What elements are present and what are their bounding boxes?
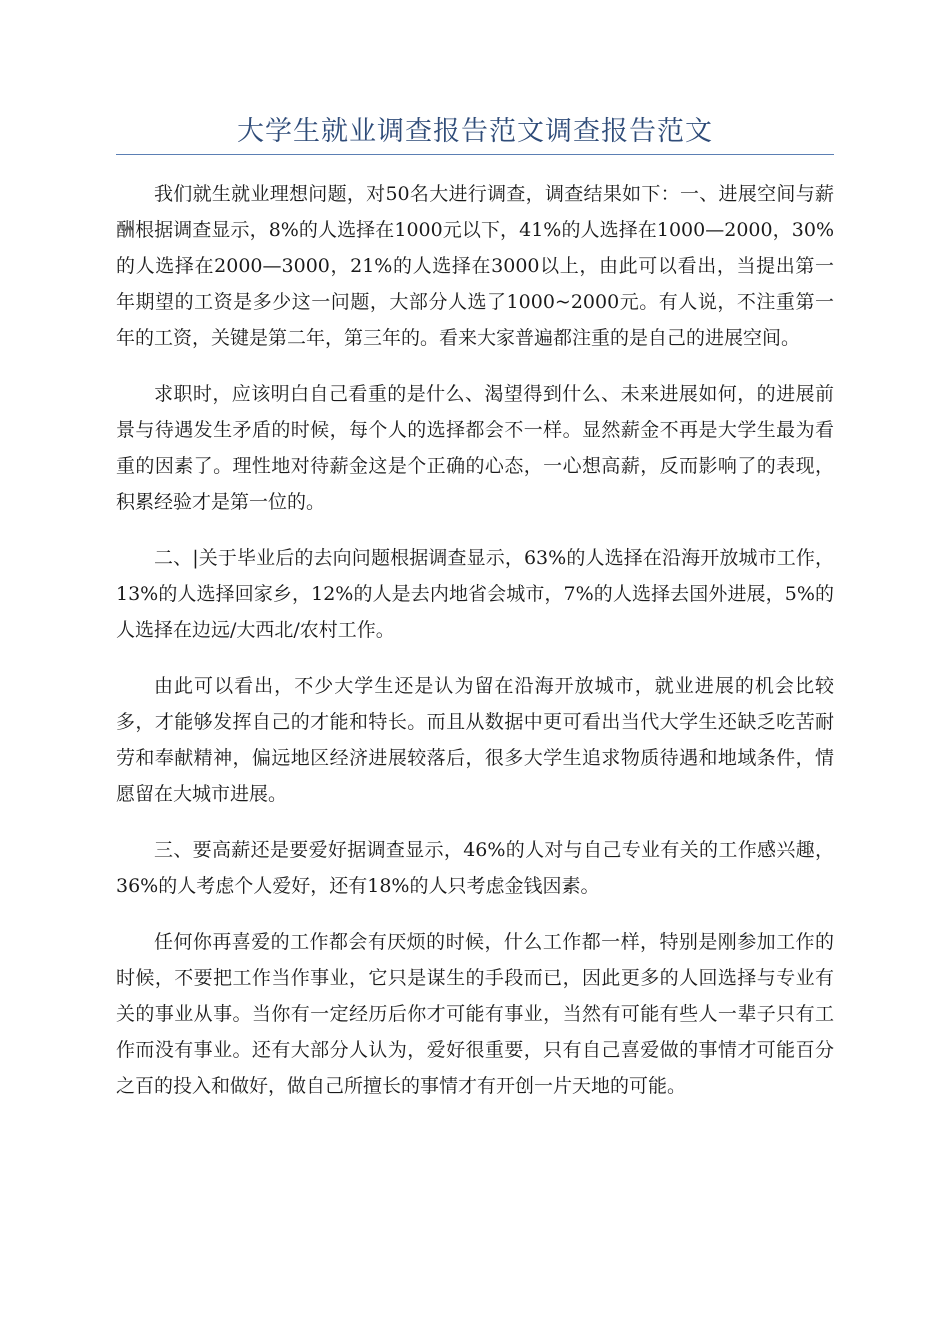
title-underline: [116, 154, 834, 155]
paragraph: 三、要高薪还是要爱好据调查显示，46%的人对与自己专业有关的工作感兴趣，36%的人考虑个人爱好，还有18%的人只考虑金钱因素。: [116, 839, 834, 897]
document-title: 大学生就业调查报告范文调查报告范文: [237, 116, 713, 147]
paragraph: 求职时，应该明白自己看重的是什么、渴望得到什么、未来进展如何，的进展前景与待遇发生矛盾的时候，每个人的选择都会不一样。显然薪金不再是大学生最为看重的因素了。理性地对待薪金这是个正确的心态，一心想高薪，反而影响了的表现，积累经验才是第一位的。: [116, 383, 834, 513]
paragraph: 由此可以看出，不少大学生还是认为留在沿海开放城市，就业进展的机会比较多，才能够发挥自己的才能和特长。而且从数据中更可看出当代大学生还缺乏吃苦耐劳和奉献精神，偏远地区经济进展较落后，很多大学生追求物质待遇和地域条件，情愿留在大城市进展。: [116, 675, 834, 805]
paragraph: 二、|关于毕业后的去向问题根据调查显示，63%的人选择在沿海开放城市工作，13%的人选择回家乡，12%的人是去内地省会城市，7%的人选择去国外进展，5%的人选择在边远/大西北/农村工作。: [116, 547, 834, 641]
paragraph: 任何你再喜爱的工作都会有厌烦的时候，什么工作都一样，特别是刚参加工作的时候，不要把工作当作事业，它只是谋生的手段而已，因此更多的人回选择与专业有关的事业从事。当你有一定经历后你才可能有事业，当然有可能有些人一辈子只有工作而没有事业。还有大部分人认为，爱好很重要，只有自己喜爱做的事情才可能百分之百的投入和做好，做自己所擅长的事情才有开创一片天地的可能。: [116, 931, 834, 1097]
paragraph: 我们就生就业理想问题，对50名大进行调查，调查结果如下：一、进展空间与薪酬根据调查显示，8%的人选择在1000元以下，41%的人选择在1000—2000，30%的人选择在2000—3000，21%的人选择在3000以上，由此可以看出，当提出第一年期望的工资是多少这一问题，大部分人选了1000~2000元。有人说，不注重第一年的工资，关键是第二年，第三年的。看来大家普遍都注重的是自己的进展空间。: [116, 183, 834, 349]
document-body: [116, 176, 834, 1124]
